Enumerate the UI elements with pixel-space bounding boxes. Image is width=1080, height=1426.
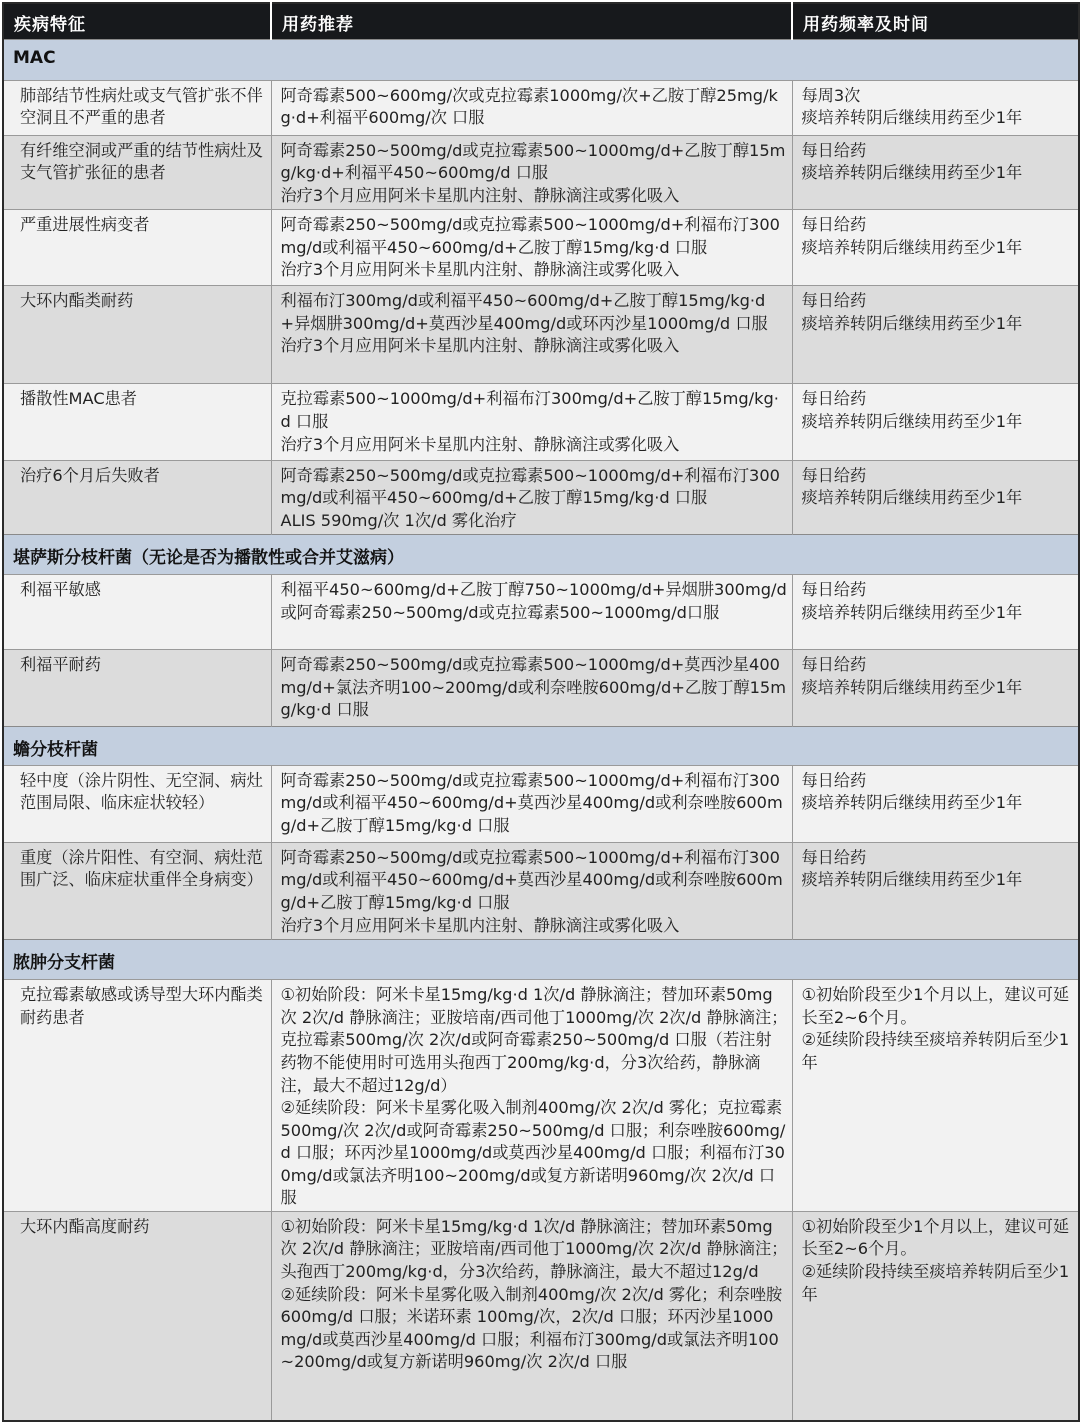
dosing-frequency: 每日给药 痰培养转阴后继续用药至少1年	[792, 650, 1079, 727]
disease-feature: 克拉霉素敏感或诱导型大环内酯类耐药患者	[3, 980, 271, 1212]
disease-feature: 有纤维空洞或严重的结节性病灶及支气管扩张征的患者	[3, 135, 271, 209]
section-row	[3, 534, 1079, 574]
table-row	[3, 980, 1079, 1212]
table-row	[3, 209, 1079, 285]
dosing-frequency: 每日给药 痰培养转阴后继续用药至少1年	[792, 575, 1079, 650]
drug-recommendation: 阿奇霉素250~500mg/d或克拉霉素500~1000mg/d+利福布汀300mg/d或利福平450~600mg/d+莫西沙星400mg/d或利奈唑胺600mg/d+乙胺丁醇15mg/kg·d 口服	[271, 765, 792, 842]
table-row	[3, 135, 1079, 209]
drug-recommendation: 阿奇霉素250~500mg/d或克拉霉素500~1000mg/d+莫西沙星400mg/d+氯法齐明100~200mg/d或利奈唑胺600mg/d+乙胺丁醇15mg/kg·d 口服	[271, 650, 792, 727]
table-row	[3, 1211, 1079, 1421]
dosing-frequency: 每日给药 痰培养转阴后继续用药至少1年	[792, 384, 1079, 460]
table-row	[3, 460, 1079, 534]
disease-feature: 大环内酯高度耐药	[3, 1211, 271, 1421]
disease-feature: 大环内酯类耐药	[3, 286, 271, 384]
header-row	[3, 3, 1079, 39]
drug-recommendation: ①初始阶段：阿米卡星15mg/kg·d 1次/d 静脉滴注；替加环素50mg次 2次/d 静脉滴注；亚胺培南/西司他丁1000mg/次 2次/d 静脉滴注；头孢西丁200mg/kg·d，分3次给药，静脉滴注，最大不超过12g/d ②延续阶段：阿米卡星雾化吸入制剂400mg/次 2次/d 雾化；利奈唑胺600mg/d 口服；米诺环素 100mg/次，2次/d 口服；环丙沙星1000mg/d或莫西沙星400mg/d 口服；利福布汀300mg/d或氯法齐明100~200mg/d或复方新诺明960mg/次 2次/d 口服	[271, 1211, 792, 1421]
disease-feature: 轻中度（涂片阴性、无空洞、病灶范围局限、临床症状较轻）	[3, 765, 271, 842]
disease-feature: 播散性MAC患者	[3, 384, 271, 460]
drug-recommendation: 克拉霉素500~1000mg/d+利福布汀300mg/d+乙胺丁醇15mg/kg·d 口服 治疗3个月应用阿米卡星肌内注射、静脉滴注或雾化吸入	[271, 384, 792, 460]
dosing-frequency: ①初始阶段至少1个月以上，建议可延长至2~6个月。 ②延续阶段持续至痰培养转阴后至少1年	[792, 980, 1079, 1212]
table-row	[3, 575, 1079, 650]
table-row	[3, 842, 1079, 939]
dosing-frequency: 每日给药 痰培养转阴后继续用药至少1年	[792, 135, 1079, 209]
section-title: MAC	[3, 39, 1079, 80]
drug-recommendation: 阿奇霉素250~500mg/d或克拉霉素500~1000mg/d+利福布汀300mg/d或利福平450~600mg/d+乙胺丁醇15mg/kg·d 口服 ALIS 590mg/次 1次/d 雾化治疗	[271, 460, 792, 534]
regimen-table	[2, 2, 1080, 1422]
disease-feature: 利福平敏感	[3, 575, 271, 650]
table-row	[3, 765, 1079, 842]
disease-feature: 治疗6个月后失败者	[3, 460, 271, 534]
dosing-frequency: 每日给药 痰培养转阴后继续用药至少1年	[792, 765, 1079, 842]
section-title: 脓肿分支杆菌	[3, 940, 1079, 980]
disease-feature: 重度（涂片阳性、有空洞、病灶范围广泛、临床症状重伴全身病变）	[3, 842, 271, 939]
header-feature: 疾病特征	[3, 3, 271, 39]
drug-recommendation: 利福平450~600mg/d+乙胺丁醇750~1000mg/d+异烟肼300mg/d或阿奇霉素250~500mg/d或克拉霉素500~1000mg/d口服	[271, 575, 792, 650]
dosing-frequency: 每日给药 痰培养转阴后继续用药至少1年	[792, 286, 1079, 384]
dosing-frequency: 每日给药 痰培养转阴后继续用药至少1年	[792, 209, 1079, 285]
header-drug: 用药推荐	[271, 3, 792, 39]
dosing-frequency: ①初始阶段至少1个月以上，建议可延长至2~6个月。 ②延续阶段持续至痰培养转阴后至少1年	[792, 1211, 1079, 1421]
table-row	[3, 286, 1079, 384]
disease-feature: 肺部结节性病灶或支气管扩张不伴空洞且不严重的患者	[3, 80, 271, 135]
header-frequency: 用药频率及时间	[792, 3, 1079, 39]
section-title: 堪萨斯分枝杆菌（无论是否为播散性或合并艾滋病）	[3, 534, 1079, 574]
drug-recommendation: 利福布汀300mg/d或利福平450~600mg/d+乙胺丁醇15mg/kg·d+异烟肼300mg/d+莫西沙星400mg/d或环丙沙星1000mg/d 口服 治疗3个月应用阿米卡星肌内注射、静脉滴注或雾化吸入	[271, 286, 792, 384]
section-title: 蟾分枝杆菌	[3, 727, 1079, 765]
drug-recommendation: 阿奇霉素250~500mg/d或克拉霉素500~1000mg/d+利福布汀300mg/d或利福平450~600mg/d+莫西沙星400mg/d或利奈唑胺600mg/d+乙胺丁醇15mg/kg·d 口服 治疗3个月应用阿米卡星肌内注射、静脉滴注或雾化吸入	[271, 842, 792, 939]
section-row	[3, 940, 1079, 980]
drug-recommendation: 阿奇霉素500~600mg/次或克拉霉素1000mg/次+乙胺丁醇25mg/kg·d+利福平600mg/次 口服	[271, 80, 792, 135]
table-row	[3, 80, 1079, 135]
drug-recommendation: 阿奇霉素250~500mg/d或克拉霉素500~1000mg/d+利福布汀300mg/d或利福平450~600mg/d+乙胺丁醇15mg/kg·d 口服 治疗3个月应用阿米卡星肌内注射、静脉滴注或雾化吸入	[271, 209, 792, 285]
drug-recommendation: 阿奇霉素250~500mg/d或克拉霉素500~1000mg/d+乙胺丁醇15mg/kg·d+利福平450~600mg/d 口服 治疗3个月应用阿米卡星肌内注射、静脉滴注或雾化吸入	[271, 135, 792, 209]
disease-feature: 利福平耐药	[3, 650, 271, 727]
table-row	[3, 650, 1079, 727]
section-row	[3, 39, 1079, 80]
disease-feature: 严重进展性病变者	[3, 209, 271, 285]
section-row	[3, 727, 1079, 765]
dosing-frequency: 每日给药 痰培养转阴后继续用药至少1年	[792, 842, 1079, 939]
drug-recommendation: ①初始阶段：阿米卡星15mg/kg·d 1次/d 静脉滴注；替加环素50mg次 2次/d 静脉滴注；亚胺培南/西司他丁1000mg/次 2次/d 静脉滴注；克拉霉素500mg/次 2次/d或阿奇霉素250~500mg/d 口服（若注射药物不能使用时可选用头孢西丁200mg/kg·d，分3次给药，静脉滴注，最大不超过12g/d） ②延续阶段：阿米卡星雾化吸入制剂400mg/次 2次/d 雾化；克拉霉素500mg/次 2次/d或阿奇霉素250~500mg/d 口服；利奈唑胺600mg/d 口服；环丙沙星1000mg/d或莫西沙星400mg/d 口服；利福布汀300mg/d或氯法齐明100~200mg/d或复方新诺明960mg/次 2次/d 口服	[271, 980, 792, 1212]
table-row	[3, 384, 1079, 460]
dosing-frequency: 每周3次 痰培养转阴后继续用药至少1年	[792, 80, 1079, 135]
dosing-frequency: 每日给药 痰培养转阴后继续用药至少1年	[792, 460, 1079, 534]
